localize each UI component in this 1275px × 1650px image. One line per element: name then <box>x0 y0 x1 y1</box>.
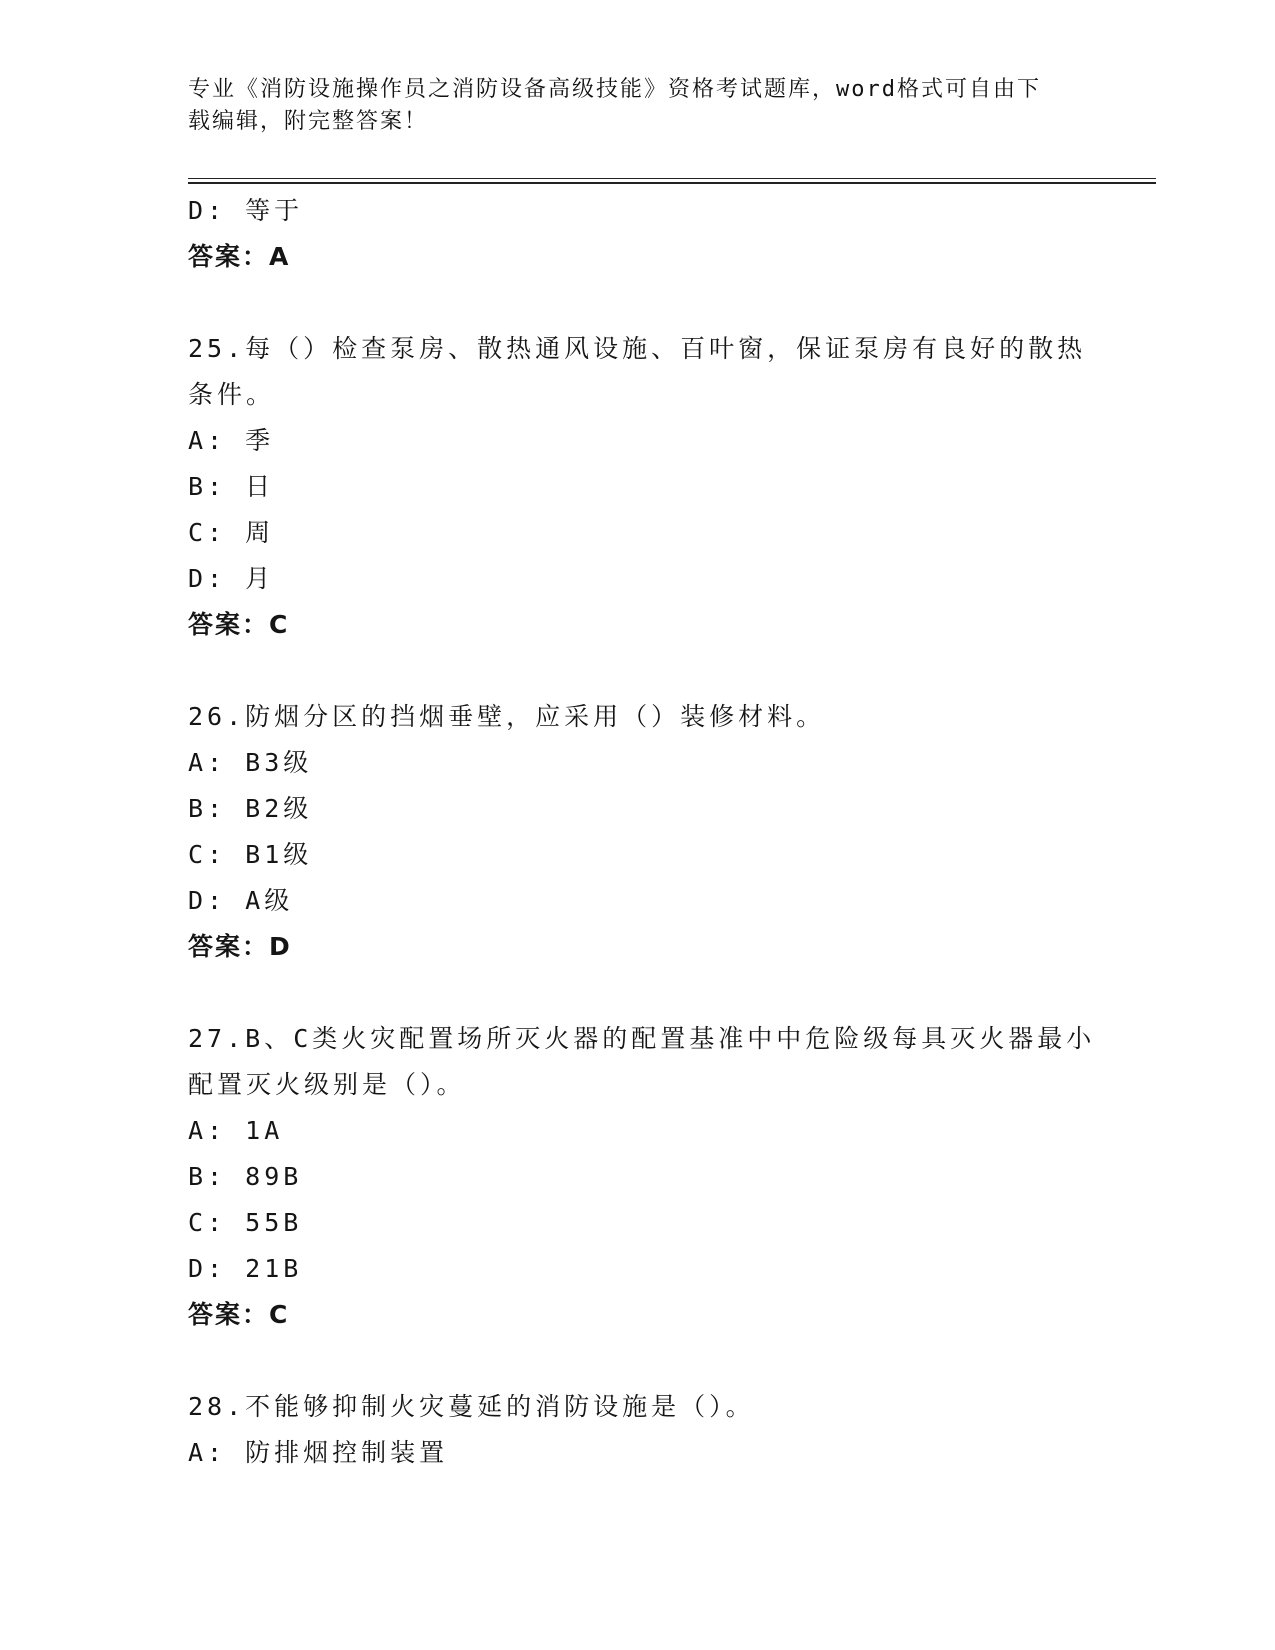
spacer <box>188 1338 1088 1384</box>
question-stem-cont: 配置灭火级别是（）。 <box>188 1070 466 1099</box>
option-c: C: 55B <box>188 1208 303 1237</box>
header-title-line2: 载编辑，附完整答案！ <box>188 109 429 134</box>
question-stem-cont: 条件。 <box>188 380 276 409</box>
spacer <box>188 648 1088 694</box>
header-divider-thin <box>188 178 1156 179</box>
header-title-line1: 专业《消防设施操作员之消防设备高级技能》资格考试题库，word格式可自由下 <box>188 77 1041 102</box>
option-d: D: 21B <box>188 1254 303 1283</box>
question-26 <box>188 694 1088 970</box>
question-list <box>188 188 1096 1476</box>
question-stem: 28.不能够抑制火灾蔓延的消防设施是（）。 <box>188 1392 755 1421</box>
option-a: A: B3级 <box>188 748 313 777</box>
option-a: A: 防排烟控制装置 <box>188 1438 449 1467</box>
option-b: B: B2级 <box>188 794 313 823</box>
question-25 <box>188 326 1088 648</box>
question-stem: 25.每（）检查泵房、散热通风设施、百叶窗，保证泵房有良好的散热 <box>188 334 1087 363</box>
question-stem: 27.B、C类火灾配置场所灭火器的配置基准中中危险级每具灭火器最小 <box>188 1024 1096 1053</box>
option-b: B: 日 <box>188 472 275 501</box>
question-27 <box>188 1016 1096 1338</box>
prev-option-d: D: 等于 <box>188 196 304 225</box>
document-header <box>188 74 1088 138</box>
question-28 <box>188 1384 1088 1476</box>
question-stem: 26.防烟分区的挡烟垂壁，应采用（）装修材料。 <box>188 702 826 731</box>
spacer <box>188 280 1088 326</box>
option-b: B: 89B <box>188 1162 303 1191</box>
option-a: A: 季 <box>188 426 275 455</box>
option-d: D: A级 <box>188 886 294 915</box>
answer: 答案：C <box>188 1300 290 1329</box>
option-d: D: 月 <box>188 564 275 593</box>
prev-answer: 答案：A <box>188 242 291 271</box>
option-c: C: 周 <box>188 518 275 547</box>
option-a: A: 1A <box>188 1116 284 1145</box>
spacer <box>188 970 1088 1016</box>
answer: 答案：D <box>188 932 292 961</box>
option-c: C: B1级 <box>188 840 313 869</box>
answer: 答案：C <box>188 610 290 639</box>
header-divider-thick <box>188 182 1156 184</box>
